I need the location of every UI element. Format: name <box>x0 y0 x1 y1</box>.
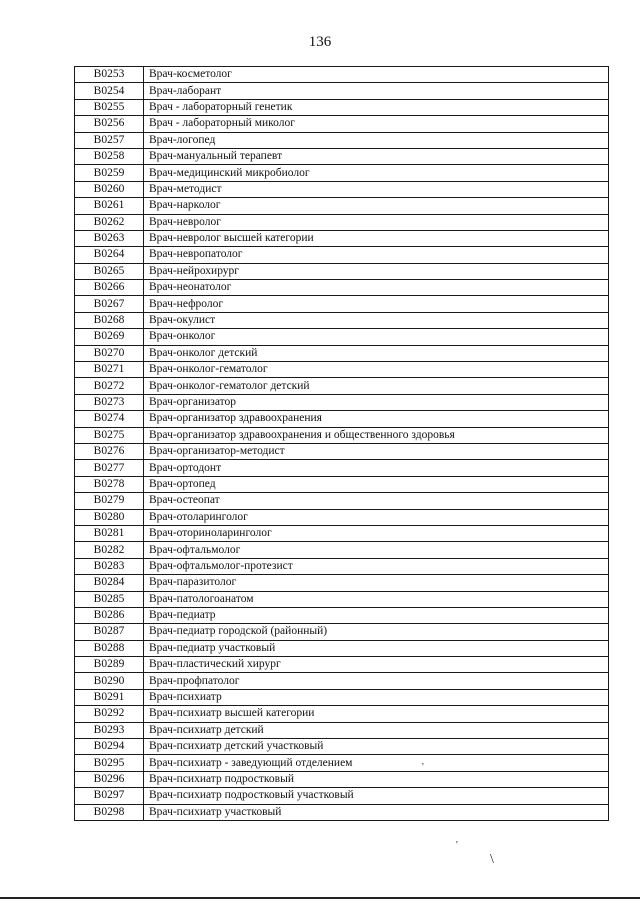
table-row <box>75 230 609 246</box>
position-code: B0277 <box>75 460 144 476</box>
table-row <box>75 673 609 689</box>
position-title: Врач-психиатр <box>144 689 609 705</box>
position-code: B0265 <box>75 263 144 279</box>
table-row <box>75 378 609 394</box>
table-row <box>75 116 609 132</box>
table-row <box>75 67 609 83</box>
position-title: Врач - лабораторный генетик <box>144 99 609 115</box>
position-title: Врач-нейрохирург <box>144 263 609 279</box>
table-row <box>75 739 609 755</box>
table-row <box>75 165 609 181</box>
position-title: Врач-невролог высшей категории <box>144 230 609 246</box>
bottom-rule <box>0 897 640 899</box>
position-code: B0264 <box>75 247 144 263</box>
position-title: Врач-организатор-методист <box>144 443 609 459</box>
position-title: Врач-педиатр участковый <box>144 640 609 656</box>
position-title: Врач-нефролог <box>144 296 609 312</box>
table-row <box>75 607 609 623</box>
position-code: B0261 <box>75 198 144 214</box>
table-row <box>75 198 609 214</box>
table-body <box>75 67 609 821</box>
position-title: Врач-психиатр подростковый <box>144 771 609 787</box>
position-code: B0291 <box>75 689 144 705</box>
table-row <box>75 575 609 591</box>
position-code: B0294 <box>75 739 144 755</box>
position-title: Врач-психиатр детский участковый <box>144 739 609 755</box>
table-row <box>75 362 609 378</box>
table-row <box>75 509 609 525</box>
table-row <box>75 296 609 312</box>
position-title: Врач-невролог <box>144 214 609 230</box>
position-title: Врач-офтальмолог <box>144 542 609 558</box>
position-title: Врач-организатор здравоохранения <box>144 411 609 427</box>
table-row <box>75 722 609 738</box>
table-row <box>75 181 609 197</box>
position-title: Врач-психиатр детский <box>144 722 609 738</box>
position-title: Врач-профпатолог <box>144 673 609 689</box>
position-title: Врач-неонатолог <box>144 280 609 296</box>
position-code: B0297 <box>75 788 144 804</box>
position-title: Врач-ортодонт <box>144 460 609 476</box>
table-row <box>75 788 609 804</box>
table-row <box>75 558 609 574</box>
position-code: B0290 <box>75 673 144 689</box>
table-row <box>75 132 609 148</box>
position-code: B0271 <box>75 362 144 378</box>
table-row <box>75 525 609 541</box>
position-code: B0259 <box>75 165 144 181</box>
position-title: Врач-остеопат <box>144 493 609 509</box>
table-row <box>75 624 609 640</box>
position-code: B0292 <box>75 706 144 722</box>
position-code: B0295 <box>75 755 144 771</box>
position-code: B0293 <box>75 722 144 738</box>
position-code: B0269 <box>75 329 144 345</box>
position-title: Врач-психиатр - заведующий отделением <box>144 755 609 771</box>
position-title: Врач-отоларинголог <box>144 509 609 525</box>
table-row <box>75 591 609 607</box>
position-code: B0296 <box>75 771 144 787</box>
position-code: B0253 <box>75 67 144 83</box>
position-code: B0282 <box>75 542 144 558</box>
table-row <box>75 443 609 459</box>
position-code: B0283 <box>75 558 144 574</box>
position-code: B0254 <box>75 83 144 99</box>
position-registry-table <box>74 66 609 821</box>
position-title: Врач-логопед <box>144 132 609 148</box>
position-title: Врач-онколог детский <box>144 345 609 361</box>
position-code: B0275 <box>75 427 144 443</box>
page-number: 136 <box>308 34 332 50</box>
position-code: B0298 <box>75 804 144 820</box>
position-title: Врач-медицинский микробиолог <box>144 165 609 181</box>
table-row <box>75 329 609 345</box>
position-title: Врач-пластический хирург <box>144 657 609 673</box>
table-row <box>75 345 609 361</box>
table-row <box>75 476 609 492</box>
position-title: Врач-педиатр <box>144 607 609 623</box>
position-code: B0281 <box>75 525 144 541</box>
position-code: B0255 <box>75 99 144 115</box>
position-code: B0279 <box>75 493 144 509</box>
position-title: Врач-методист <box>144 181 609 197</box>
table-row <box>75 460 609 476</box>
position-title: Врач-организатор здравоохранения и общественного здоровья <box>144 427 609 443</box>
position-code: B0262 <box>75 214 144 230</box>
table-row <box>75 214 609 230</box>
table-row <box>75 689 609 705</box>
position-code: B0276 <box>75 443 144 459</box>
table-row <box>75 427 609 443</box>
position-title: Врач-паразитолог <box>144 575 609 591</box>
position-title: Врач-онколог-гематолог детский <box>144 378 609 394</box>
position-code: B0270 <box>75 345 144 361</box>
position-title: Врач-онколог <box>144 329 609 345</box>
table-row <box>75 640 609 656</box>
position-code: B0267 <box>75 296 144 312</box>
position-code: B0266 <box>75 280 144 296</box>
scan-mark: ' <box>422 762 424 773</box>
position-code: B0268 <box>75 312 144 328</box>
table-row <box>75 493 609 509</box>
position-title: Врач-онколог-гематолог <box>144 362 609 378</box>
position-title: Врач-ортопед <box>144 476 609 492</box>
position-title: Врач-лаборант <box>144 83 609 99</box>
position-code: B0257 <box>75 132 144 148</box>
table-row <box>75 755 609 771</box>
scan-mark: ' <box>456 840 458 851</box>
table-row <box>75 657 609 673</box>
position-code: B0274 <box>75 411 144 427</box>
position-title: Врач-невропатолог <box>144 247 609 263</box>
position-title: Врач-психиатр подростковый участковый <box>144 788 609 804</box>
table-row <box>75 148 609 164</box>
table-row <box>75 771 609 787</box>
position-title: Врач-организатор <box>144 394 609 410</box>
position-title: Врач-нарколог <box>144 198 609 214</box>
position-code: B0288 <box>75 640 144 656</box>
position-code: B0287 <box>75 624 144 640</box>
table-row <box>75 99 609 115</box>
position-code: B0258 <box>75 148 144 164</box>
position-title: Врач-окулист <box>144 312 609 328</box>
table-row <box>75 706 609 722</box>
position-code: B0289 <box>75 657 144 673</box>
position-code: B0263 <box>75 230 144 246</box>
position-title: Врач - лабораторный миколог <box>144 116 609 132</box>
position-title: Врач-косметолог <box>144 67 609 83</box>
position-code: B0280 <box>75 509 144 525</box>
position-code: B0256 <box>75 116 144 132</box>
table-row <box>75 804 609 820</box>
table-row <box>75 280 609 296</box>
table-row <box>75 263 609 279</box>
table-row <box>75 312 609 328</box>
table-row <box>75 247 609 263</box>
position-code: B0286 <box>75 607 144 623</box>
position-title: Врач-офтальмолог-протезист <box>144 558 609 574</box>
table-row <box>75 394 609 410</box>
position-code: B0260 <box>75 181 144 197</box>
position-code: B0273 <box>75 394 144 410</box>
table-row <box>75 411 609 427</box>
position-title: Врач-педиатр городской (районный) <box>144 624 609 640</box>
position-code: B0272 <box>75 378 144 394</box>
scan-mark: \ <box>490 852 494 867</box>
position-title: Врач-патологоанатом <box>144 591 609 607</box>
position-code: B0284 <box>75 575 144 591</box>
position-title: Врач-психиатр высшей категории <box>144 706 609 722</box>
position-code: B0278 <box>75 476 144 492</box>
table-row <box>75 83 609 99</box>
position-title: Врач-мануальный терапевт <box>144 148 609 164</box>
table-row <box>75 542 609 558</box>
position-title: Врач-оториноларинголог <box>144 525 609 541</box>
position-title: Врач-психиатр участковый <box>144 804 609 820</box>
position-code: B0285 <box>75 591 144 607</box>
